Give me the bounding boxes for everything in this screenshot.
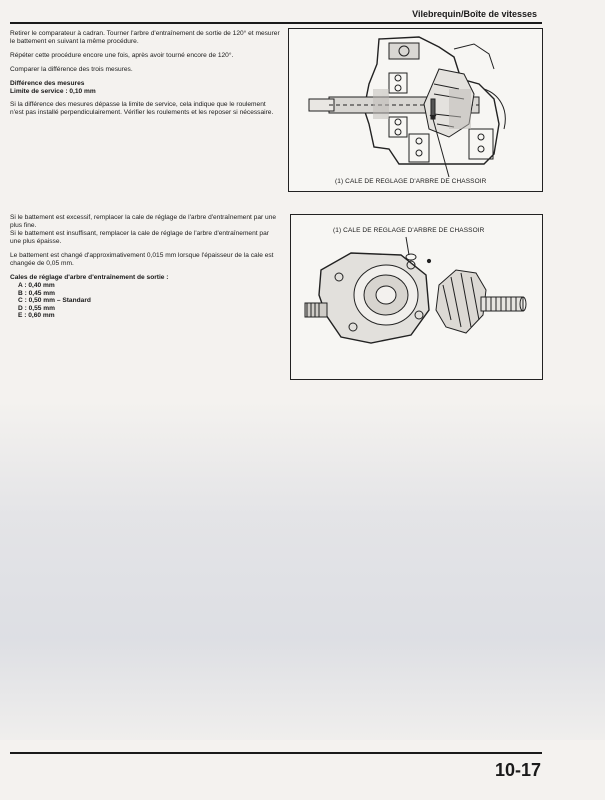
- paragraph-repeat: Répéter cette procédure encore une fois, après avoir tourné encore de 120°.: [10, 52, 234, 59]
- figure-shim-exploded: [290, 214, 543, 380]
- procedure-text-lower: [10, 214, 280, 320]
- shim-list: [10, 282, 280, 320]
- figure-top-caption: (1) CALE DE REGLAGE D'ARBRE DE CHASSOIR: [335, 178, 487, 185]
- page-number: 10-17: [494, 760, 541, 780]
- shim-item-b: B : 0,45 mm: [18, 289, 56, 297]
- crankcase-cutaway-illustration: [289, 29, 542, 191]
- shims-title: Cales de réglage d'arbre d'entraînement de sortie :: [10, 274, 169, 281]
- service-limit-label: Limite de service : 0,10 mm: [10, 88, 96, 95]
- figure-bottom-caption: (1) CALE DE REGLAGE D'ARBRE DE CHASSOIR: [333, 227, 485, 234]
- paragraph-dial-gauge: Retirer le comparateur à cadran. Tourner l'arbre d'entraînement de sortie de 120° et mesurer le battement en suivant la même procédure.: [10, 30, 280, 45]
- shim-item-a: A : 0,40 mm: [18, 282, 55, 289]
- section-title: Vilebrequin/Boîte de vitesses: [412, 9, 537, 19]
- difference-label: Différence des mesures: [10, 80, 85, 87]
- paragraph-bearing-check: Si la différence des mesures dépasse la limite de service, cela indique que le roulement n'est pas installé perpendiculairement. Vérifier les roulements et les reposer si nécessaire.: [10, 101, 274, 116]
- scan-background-shade: [0, 400, 605, 740]
- shim-item-d: D : 0,55 mm: [18, 304, 56, 312]
- shim-exploded-illustration: [291, 215, 542, 379]
- footer-rule: [10, 752, 542, 754]
- paragraph-compare: Comparer la différence des trois mesures.: [10, 66, 133, 73]
- shim-item-c: C : 0,50 mm – Standard: [18, 297, 91, 305]
- paragraph-excessive-runout: Si le battement est excessif, remplacer la cale de réglage de l'arbre d'entraînement par une plus fine.: [10, 214, 277, 229]
- header-rule: [10, 22, 542, 24]
- paragraph-insufficient-runout: Si le battement est insuffisant, remplacer la cale de réglage de l'arbre d'entraînement par une plus épaisse.: [10, 230, 269, 245]
- shim-item-e: E : 0,60 mm: [18, 312, 55, 320]
- paragraph-runout-change: Le battement est changé d'approximativement 0,015 mm lorsque l'épaisseur de la cale est changée de 0,05 mm.: [10, 252, 274, 267]
- procedure-text-upper: [10, 30, 280, 123]
- figure-crankcase-cutaway: [288, 28, 543, 192]
